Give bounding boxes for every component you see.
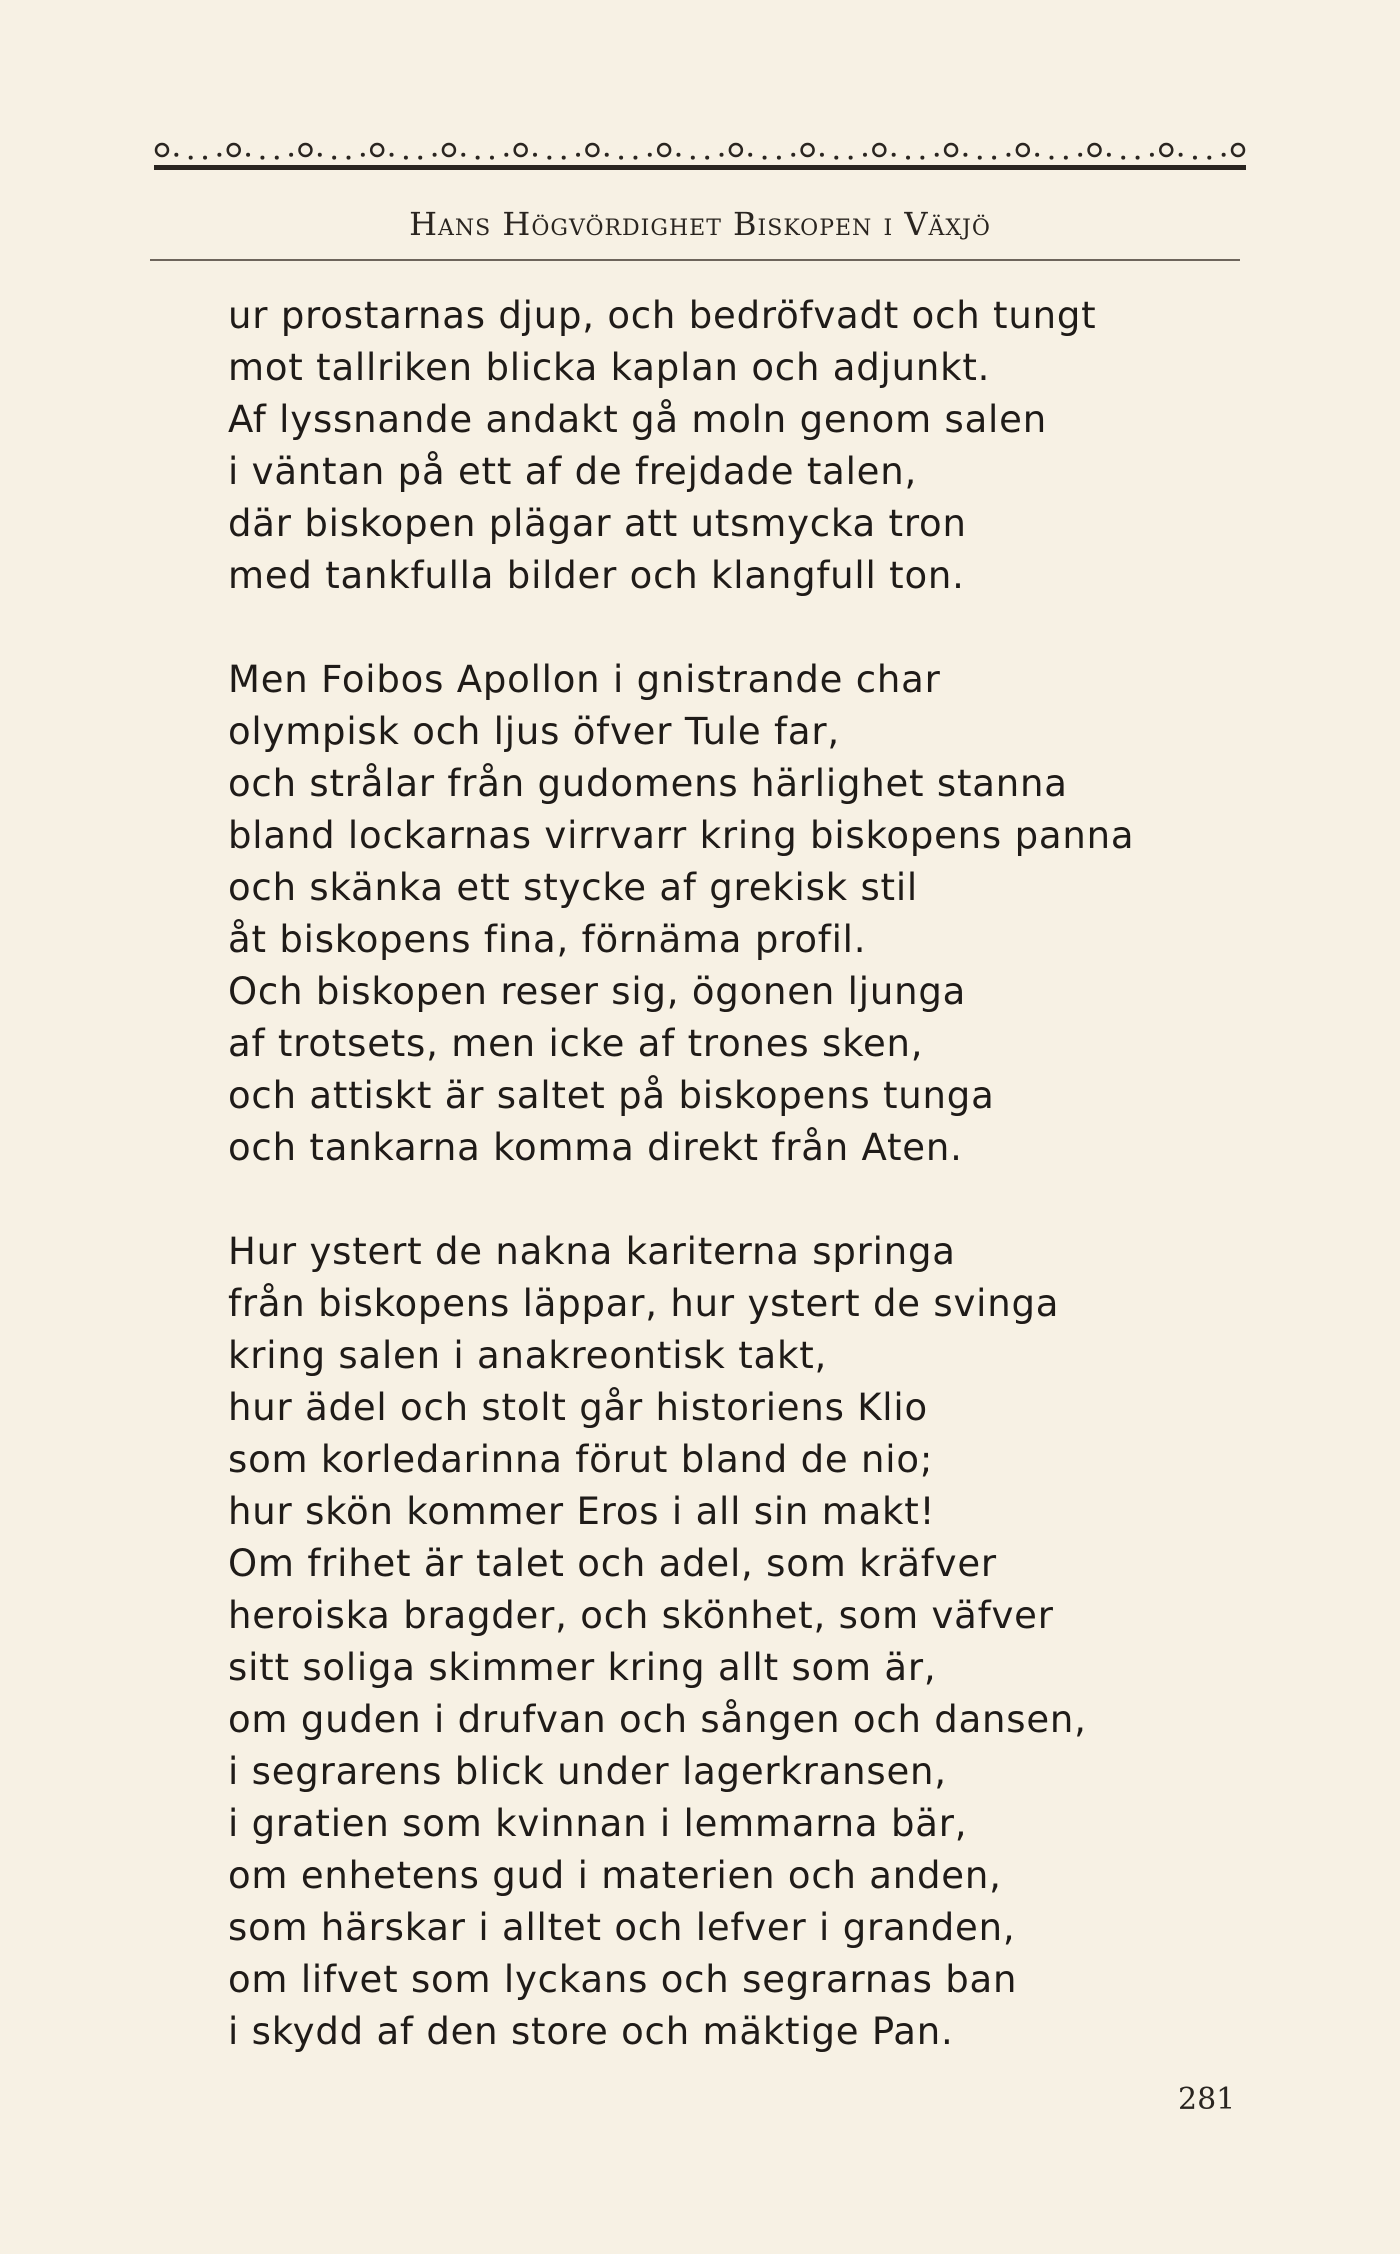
poem-line: åt biskopens fina, förnäma profil. — [228, 918, 867, 961]
poem-line: hur ädel och stolt går historiens Klio — [228, 1386, 928, 1429]
ornament-dot — [978, 156, 982, 160]
poem-line: med tankfulla bilder och klangfull ton. — [228, 554, 965, 597]
ornament-ring — [586, 144, 598, 156]
poem-line: Om frihet är talet och adel, som kräfver — [228, 1542, 997, 1585]
ornament-dot — [217, 153, 221, 157]
ornament-dot — [490, 156, 494, 160]
ornament-ring — [515, 144, 527, 156]
ornament-dot — [533, 153, 537, 157]
poem-text — [228, 290, 1134, 2110]
poem-line: där biskopen plägar att utsmycka tron — [228, 502, 967, 545]
ornament-dot — [260, 156, 264, 160]
ornament-ring — [945, 144, 957, 156]
ornament-dot — [1193, 156, 1197, 160]
ornament-dot — [619, 156, 623, 160]
poem-line: bland lockarnas virrvarr kring biskopens panna — [228, 814, 1135, 857]
stanza — [228, 1226, 1134, 2058]
ornament-dot — [332, 156, 336, 160]
ornament-dot — [404, 156, 408, 160]
poem-line: i väntan på ett af de frejdade talen, — [228, 450, 918, 493]
ornament-dot — [720, 153, 724, 157]
ornament-dot — [289, 153, 293, 157]
poem-line: i segrarens blick under lagerkransen, — [228, 1750, 947, 1793]
ornament-dot — [1121, 156, 1125, 160]
poem-line: och skänka ett stycke af grekisk stil — [228, 866, 918, 909]
poem-line: Och biskopen reser sig, ögonen ljunga — [228, 970, 967, 1013]
ornament-dot — [174, 153, 178, 157]
ornament-dot — [361, 153, 365, 157]
ornament-ring — [443, 144, 455, 156]
ornament-dot — [275, 156, 279, 160]
ornament-dot — [1035, 153, 1039, 157]
running-head: Hans Högvördighet Biskopen i Växjö — [409, 205, 991, 243]
ornament-ring — [299, 144, 311, 156]
ornament-dot — [849, 156, 853, 160]
ornament-dot — [763, 156, 767, 160]
ornament-dot — [461, 153, 465, 157]
ornament-dot — [562, 156, 566, 160]
ornament-dot — [648, 153, 652, 157]
ornament-dot — [748, 153, 752, 157]
ornament-dot — [777, 156, 781, 160]
ornament-dot — [605, 153, 609, 157]
poem-line: Men Foibos Apollon i gnistrande char — [228, 658, 941, 701]
ornament-ring — [1017, 144, 1029, 156]
ornament-dot — [347, 156, 351, 160]
ornament-dot — [203, 156, 207, 160]
ornament-dot — [992, 156, 996, 160]
ornament-dot — [705, 156, 709, 160]
ornament-dot — [576, 153, 580, 157]
ornament-dot — [476, 156, 480, 160]
ornament-ring — [1089, 144, 1101, 156]
ornament-ring — [873, 144, 885, 156]
header-ornament — [150, 132, 1250, 192]
header-rule — [150, 259, 1240, 261]
ornament-dot — [1107, 153, 1111, 157]
ornament-dot — [1064, 156, 1068, 160]
ornament-dot — [791, 153, 795, 157]
ornament-dot — [390, 153, 394, 157]
ornament-dot — [246, 153, 250, 157]
ornament-dot — [1150, 153, 1154, 157]
ornament-dot — [433, 153, 437, 157]
poem-line: hur skön kommer Eros i all sin makt! — [228, 1490, 936, 1533]
poem-line: i gratien som kvinnan i lemmarna bär, — [228, 1802, 968, 1845]
poem-line: heroiska bragder, och skönhet, som väfver — [228, 1594, 1054, 1637]
poem-line: från biskopens läppar, hur ystert de svinga — [228, 1282, 1060, 1325]
poem-line: som korledarinna förut bland de nio; — [228, 1438, 934, 1481]
ornament-dot — [547, 156, 551, 160]
poem-line: i skydd af den store och mäktige Pan. — [228, 2010, 954, 2053]
ornament-ring — [730, 144, 742, 156]
ornament-dot — [906, 156, 910, 160]
poem-line: om guden i drufvan och sången och dansen, — [228, 1698, 1087, 1741]
ornament-ring — [371, 144, 383, 156]
ornament-dot — [1179, 153, 1183, 157]
ornament-dot — [676, 153, 680, 157]
ornament-ring — [228, 144, 240, 156]
ornament-dot — [892, 153, 896, 157]
ornament-dot — [1049, 156, 1053, 160]
poem-line: och attiskt är saltet på biskopens tunga — [228, 1074, 995, 1117]
poem-line: och tankarna komma direkt från Aten. — [228, 1126, 963, 1169]
ornament-dot — [1006, 153, 1010, 157]
poem-line: Af lyssnande andakt gå moln genom salen — [228, 398, 1047, 441]
ornament-dot — [633, 156, 637, 160]
poem-line: om enhetens gud i materien och anden, — [228, 1854, 1002, 1897]
stanza — [228, 654, 1134, 1174]
ornament-dot — [418, 156, 422, 160]
ornament-ring — [1232, 144, 1244, 156]
ornament-dot — [189, 156, 193, 160]
ornament-dot — [1136, 156, 1140, 160]
page-number: 281 — [1178, 2082, 1236, 2117]
poem-line: af trotsets, men icke af trones sken, — [228, 1022, 924, 1065]
ornament-ring — [802, 144, 814, 156]
ornament-dot — [834, 156, 838, 160]
poem-line: och strålar från gudomens härlighet stanna — [228, 762, 1068, 805]
ornament-dot — [963, 153, 967, 157]
ornament-dot — [820, 153, 824, 157]
ornament-ring — [156, 144, 168, 156]
poem-line: ur prostarnas djup, och bedröfvadt och tungt — [228, 294, 1097, 337]
ornament-dot — [920, 156, 924, 160]
ornament-dot — [318, 153, 322, 157]
poem-line: kring salen i anakreontisk takt, — [228, 1334, 828, 1377]
ornament-dot — [1078, 153, 1082, 157]
poem-line: om lifvet som lyckans och segrarnas ban — [228, 1958, 1018, 2001]
ornament-dot — [1222, 153, 1226, 157]
ornament-ring — [1160, 144, 1172, 156]
poem-line: olympisk och ljus öfver Tule far, — [228, 710, 840, 753]
poem-line: Hur ystert de nakna kariterna springa — [228, 1230, 956, 1273]
poem-line: mot tallriken blicka kaplan och adjunkt. — [228, 346, 991, 389]
poem-line: sitt soliga skimmer kring allt som är, — [228, 1646, 937, 1689]
ornament-dot — [691, 156, 695, 160]
ornament-dot — [1207, 156, 1211, 160]
ornament-ring — [658, 144, 670, 156]
stanza — [228, 290, 1134, 602]
ornament-dot — [935, 153, 939, 157]
ornament-dot — [504, 153, 508, 157]
ornament-dot — [863, 153, 867, 157]
poem-line: som härskar i alltet och lefver i granden, — [228, 1906, 1016, 1949]
